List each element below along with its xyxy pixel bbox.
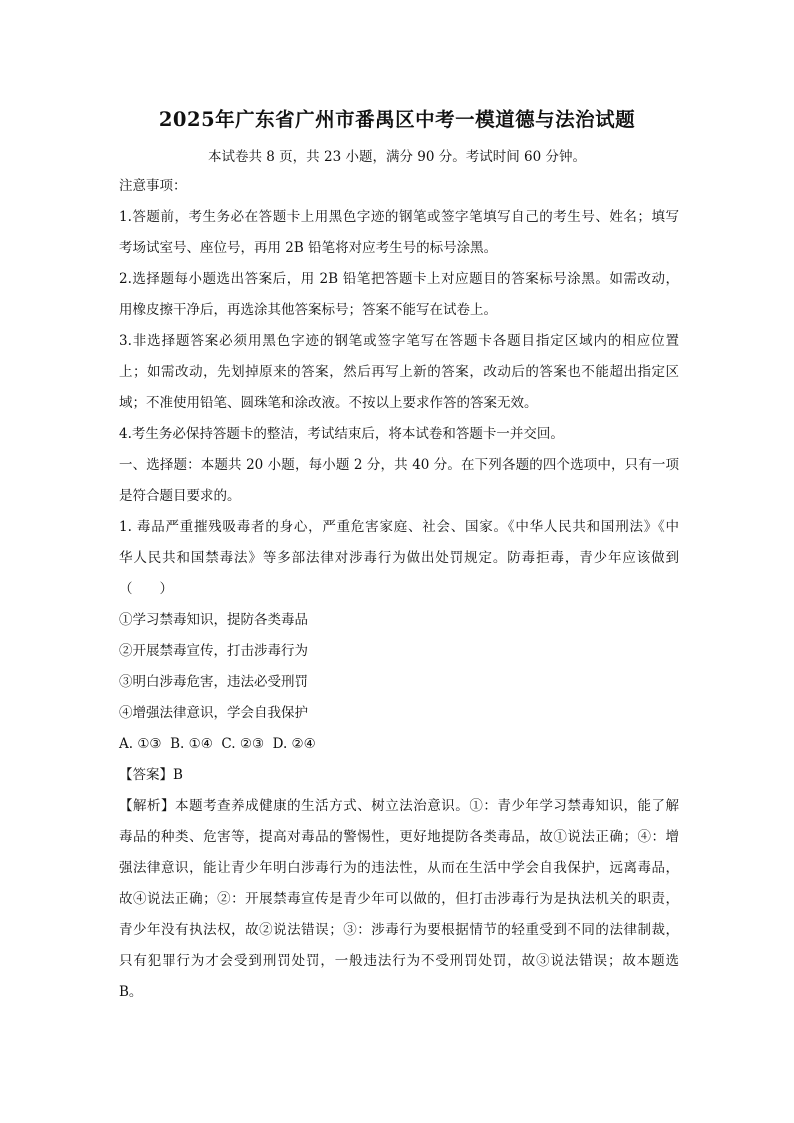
analysis-line-2: 毒品的种类、危害等，提高对毒品的警惕性，更好地提防各类毒品，故①说法正确；④：增 — [119, 829, 679, 845]
question-stem-line-2: 华人民共和国禁毒法》等多部法律对涉毒行为做出处罚规定。防毒拒毒，青少年应该做到 — [119, 550, 679, 566]
note-1-line-2: 考场试室号、座位号，再用 2B 铅笔将对应考生号的标号涂黑。 — [119, 240, 498, 256]
question-item-1: ①学习禁毒知识，提防各类毒品 — [119, 612, 308, 628]
note-2-line-2: 用橡皮擦干净后，再选涂其他答案标号；答案不能写在试卷上。 — [119, 302, 497, 318]
note-4-line-1: 4.考生务必保持答题卡的整洁，考试结束后，将本试卷和答题卡一并交回。 — [119, 426, 564, 442]
question-blank: （ ） — [119, 581, 173, 597]
analysis-line-4: 故④说法正确；②：开展禁毒宣传是青少年可以做的，但打击涉毒行为是执法机关的职责， — [119, 891, 679, 907]
analysis-line-1: 【解析】本题考查养成健康的生活方式、树立法治意识。①：青少年学习禁毒知识，能了解 — [119, 798, 679, 814]
analysis-line-6: 只有犯罪行为才会受到刑罚处罚，一般违法行为不受刑罚处罚，故③说法错误；故本题选 — [119, 953, 679, 969]
page-title: 2025年广东省广州市番禺区中考一模道德与法治试题 — [158, 108, 636, 131]
section-heading-line-2: 是符合题目要求的。 — [119, 488, 241, 504]
question-stem-line-1: 1. 毒品严重摧残吸毒者的身心，严重危害家庭、社会、国家。《中华人民共和国刑法》《中 — [119, 519, 679, 535]
question-item-2: ②开展禁毒宣传，打击涉毒行为 — [119, 643, 308, 659]
note-3-line-3: 域；不准使用铅笔、圆珠笔和涂改液。不按以上要求作答的答案无效。 — [119, 395, 538, 411]
analysis-line-7: B。 — [119, 984, 143, 1000]
answer: 【答案】B — [119, 767, 183, 783]
analysis-line-3: 强法律意识，能让青少年明白涉毒行为的违法性，从而在生活中学会自我保护，远离毒品， — [119, 860, 679, 876]
analysis-line-5: 青少年没有执法权，故②说法错误；③：涉毒行为要根据情节的轻重受到不同的法律制裁， — [119, 922, 679, 938]
note-3-line-2: 上；如需改动，先划掉原来的答案，然后再写上新的答案，改动后的答案也不能超出指定区 — [119, 364, 679, 380]
section-heading-line-1: 一、选择题：本题共 20 小题，每小题 2 分，共 40 分。在下列各题的四个选项中，只有一项 — [119, 457, 679, 473]
question-item-4: ④增强法律意识，学会自我保护 — [119, 705, 308, 721]
question-options: A. ①③ B. ①④ C. ②③ D. ②④ — [119, 736, 316, 752]
note-2-line-1: 2.选择题每小题选出答案后，用 2B 铅笔把答题卡上对应题目的答案标号涂黑。如需改动， — [119, 271, 679, 287]
note-3-line-1: 3.非选择题答案必须用黑色字迹的钢笔或签字笔写在答题卡各题目指定区域内的相应位置 — [119, 333, 679, 349]
note-1-line-1: 1.答题前，考生务必在答题卡上用黑色字迹的钢笔或签字笔填写自己的考生号、姓名；填写 — [119, 209, 679, 225]
question-item-3: ③明白涉毒危害，违法必受刑罚 — [119, 674, 308, 690]
notice-heading: 注意事项： — [119, 178, 187, 194]
exam-info: 本试卷共 8 页，共 23 小题，满分 90 分。考试时间 60 分钟。 — [208, 149, 586, 165]
